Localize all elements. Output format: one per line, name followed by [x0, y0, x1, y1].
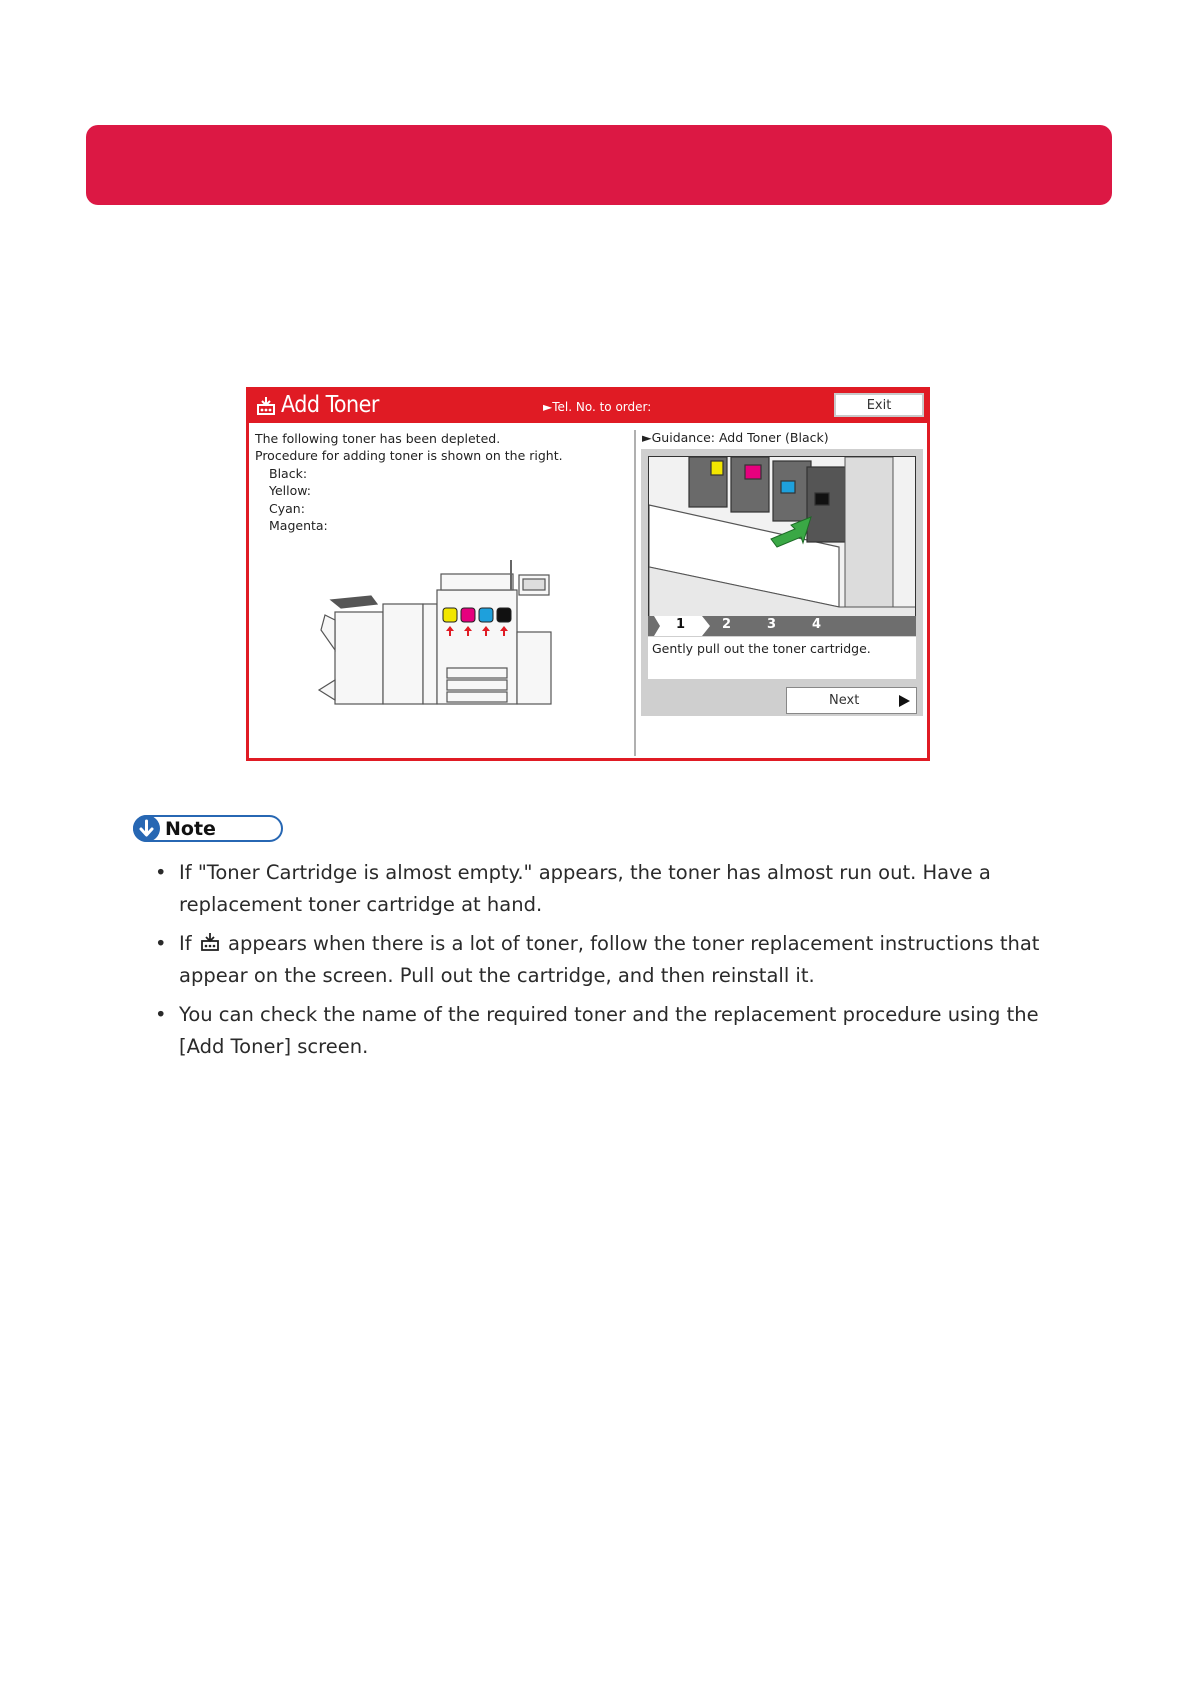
note-badge — [133, 815, 283, 842]
screen-title: Add Toner — [281, 392, 379, 418]
note-item-2-before: If — [179, 932, 192, 955]
add-toner-icon — [200, 932, 220, 952]
note-list — [150, 857, 1070, 1070]
bullet-dot: • — [155, 932, 167, 955]
procedure-message: Procedure for adding toner is shown on the right. — [255, 448, 563, 464]
bullet-dot: • — [155, 1003, 167, 1026]
tel-number-label: ►Tel. No. to order: — [543, 400, 652, 414]
add-toner-screen — [246, 387, 930, 761]
note-item-1 — [150, 857, 1070, 920]
depleted-message: The following toner has been depleted. — [255, 431, 501, 446]
toner-cyan-label: Cyan: — [269, 500, 305, 516]
toner-black-label: Black: — [269, 465, 308, 481]
next-button[interactable] — [786, 687, 917, 714]
toner-status-text — [255, 430, 563, 534]
play-arrow-icon — [899, 695, 910, 707]
step-indicator — [648, 616, 916, 636]
guidance-label: ►Guidance: Add Toner (Black) — [642, 430, 829, 445]
note-label: Note — [165, 818, 216, 840]
guidance-illustration — [648, 456, 916, 632]
step-1: 1 — [676, 617, 686, 632]
note-item-2 — [150, 928, 1070, 991]
bullet-dot: • — [155, 861, 167, 884]
note-item-1-text: If "Toner Cartridge is almost empty." appears, the toner has almost run out. Have a replacement toner cartridge at hand. — [179, 861, 991, 916]
exit-button[interactable]: Exit — [834, 393, 924, 417]
panel-divider — [634, 430, 636, 756]
note-item-2-after: appears when there is a lot of toner, follow the toner replacement instructions that appear on the screen. Pull out the cartridge, and then reinstall it. — [179, 932, 1040, 987]
step-3: 3 — [767, 617, 777, 632]
screen-header — [249, 390, 927, 423]
step-4: 4 — [812, 617, 822, 632]
toner-magenta-label: Magenta: — [269, 518, 328, 534]
next-button-label: Next — [829, 693, 860, 708]
note-item-3-text: You can check the name of the required toner and the replacement procedure using the [Add Toner] screen. — [179, 1003, 1039, 1058]
arrow-down-icon — [133, 815, 160, 842]
toner-yellow-label: Yellow: — [269, 483, 312, 499]
printer-illustration — [311, 560, 571, 720]
step-2: 2 — [722, 617, 732, 632]
note-item-3 — [150, 999, 1070, 1062]
add-toner-icon — [256, 396, 276, 416]
note-circle — [133, 815, 160, 842]
step-instruction: Gently pull out the toner cartridge. — [648, 637, 916, 679]
page-header-banner — [86, 125, 1112, 205]
